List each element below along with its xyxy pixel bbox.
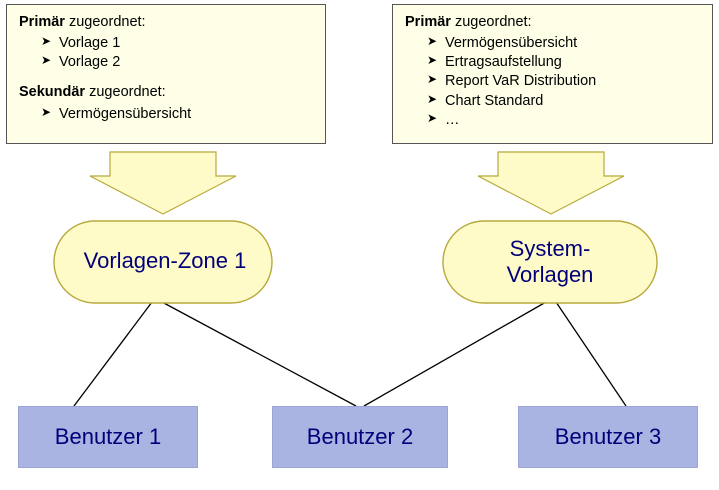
arrow-note-right-to-zone2 (478, 152, 624, 214)
connector-zone2-user2 (364, 302, 546, 406)
note-left-section-1-list (19, 34, 315, 72)
zone-1-label: Vorlagen-Zone 1 (83, 248, 247, 273)
note-left-section-2-heading (19, 83, 315, 102)
list-item: ➤ Vermögensübersicht (427, 34, 702, 53)
note-left-section-1-heading-rest: zugeordnet: (64, 14, 146, 30)
note-left-section-2-heading-bold: Sekundär (19, 84, 86, 101)
note-right-section-1-heading-rest: zugeordnet: (450, 14, 532, 30)
note-left-section-1-heading (19, 13, 315, 32)
note-left-section-2-heading-rest: zugeordnet: (85, 84, 166, 101)
note-right-section-1-heading-bold: Primär (405, 14, 451, 30)
note-left-section-2-list (19, 105, 315, 124)
connector-zone1-user1 (74, 302, 152, 406)
zone-2-label-line1: System- (509, 236, 591, 261)
user-box-1[interactable]: Benutzer 1 (18, 406, 198, 468)
connector-zone2-user3 (556, 302, 626, 406)
zone-shape-1[interactable] (54, 221, 272, 303)
list-item: ➤ Vorlage 1 (41, 34, 315, 53)
user-box-3[interactable]: Benutzer 3 (518, 406, 698, 468)
connector-zone1-user2 (162, 302, 356, 406)
zone-shape-2[interactable] (443, 221, 657, 303)
note-right-section-1-heading (405, 13, 702, 32)
list-item: ➤ Report VaR Distribution (427, 72, 702, 91)
list-item: ➤ Chart Standard (427, 92, 702, 111)
list-item: ➤ … (427, 111, 702, 130)
note-right-section-1-list (405, 34, 702, 130)
list-item: ➤ Vermögensübersicht (41, 105, 315, 124)
connector-lines (74, 302, 626, 406)
zone-2-label-line2: Vorlagen (506, 261, 594, 287)
arrow-note-left-to-zone1 (90, 152, 236, 214)
user-box-2[interactable]: Benutzer 2 (272, 406, 448, 468)
list-item: ➤ Ertragsaufstellung (427, 53, 702, 72)
list-item: ➤ Vorlage 2 (41, 53, 315, 72)
note-left-spacer (19, 72, 315, 83)
note-right (392, 4, 713, 144)
note-left (6, 4, 326, 144)
note-left-section-1-heading-bold: Primär (19, 14, 65, 30)
